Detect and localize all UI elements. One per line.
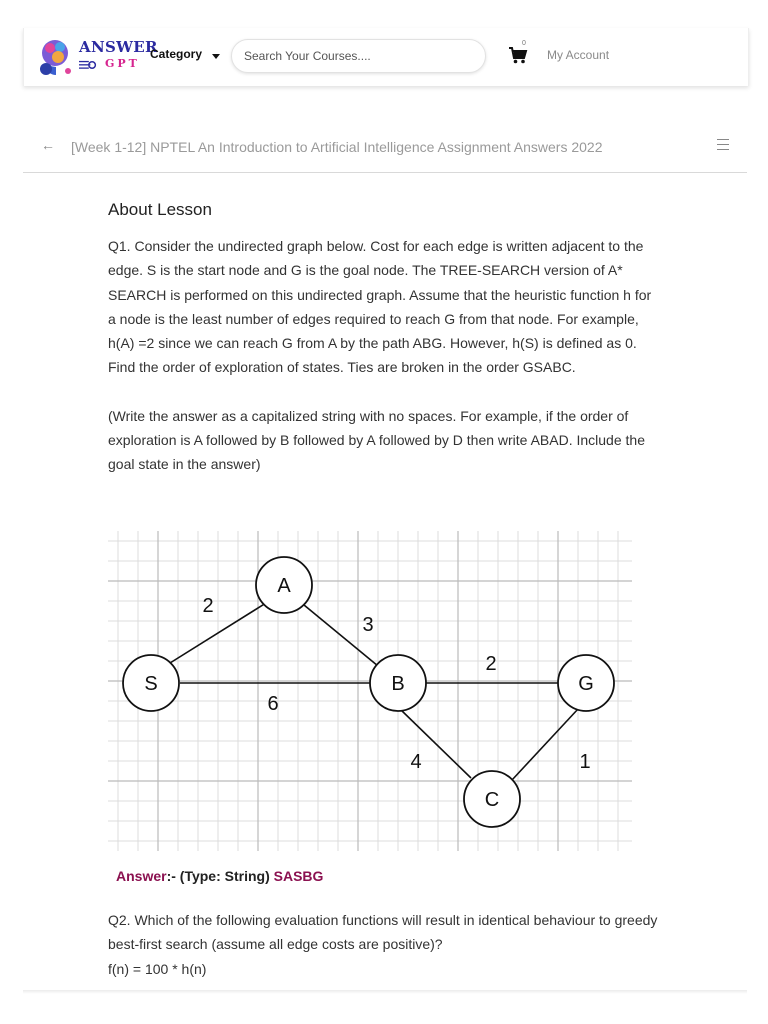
site-logo[interactable] [38, 35, 158, 79]
category-menu[interactable]: Category [150, 47, 203, 61]
node-g-label: G [578, 673, 594, 695]
node-s-label: S [144, 673, 158, 695]
footer-divider [23, 990, 747, 994]
lesson-content [108, 200, 656, 477]
answer-type: :- (Type: String) [166, 868, 274, 884]
edge-sa-cost: 2 [202, 595, 214, 617]
answer-line [116, 868, 323, 884]
node-b-label: B [391, 673, 405, 695]
question-1-text: Q1. Consider the undirected graph below. Cost for each edge is written adjacent to the edge. S is the start node and G is the goal node. The TREE-SEARCH version of A* SEARCH is performed on this undirected graph. Assume that the heuristic function h for a node is the least number of edges required to reach G from that node. For example, h(A) =2 since we can reach G from A by the path ABG. However, h(S) is defined as 0. Find the order of exploration of states. Ties are broken in the order GSABC. [108, 238, 652, 376]
logo-text-bottom-wrap [79, 57, 149, 73]
logo-text-gpt: GPT [105, 57, 140, 70]
hamburger-menu-icon[interactable] [717, 139, 729, 151]
edge-bc-cost: 4 [410, 751, 422, 773]
cart-count-badge: 0 [522, 40, 526, 47]
search-input[interactable] [231, 39, 486, 73]
about-lesson-heading: About Lesson [108, 200, 212, 219]
answer-value: SASBG [273, 868, 324, 884]
answer-label: Answer [116, 868, 167, 884]
logo-text-top: ANSWER [79, 38, 158, 56]
cart-icon[interactable] [508, 45, 528, 65]
logo-lines-icon [79, 60, 97, 70]
graph-diagram [108, 531, 632, 851]
edge-cg-cost: 1 [579, 751, 591, 773]
lesson-bar [23, 128, 747, 173]
logo-brain-icon [38, 35, 78, 79]
node-c-label: C [484, 789, 500, 811]
back-arrow-icon[interactable]: ← [41, 137, 55, 153]
question-2-option: f(n) = 100 * h(n) [108, 960, 207, 977]
question-1-instruction: (Write the answer as a capitalized string with no spaces. For example, if the order of exploration is A followed by B followed by A followed by D then write ABAD. Include the goal state in the answer) [108, 407, 645, 473]
edge-ab-cost: 3 [362, 614, 374, 636]
edge-sb-cost: 6 [267, 693, 279, 715]
question-2 [108, 908, 668, 981]
edge-bg-cost: 2 [485, 653, 497, 675]
lesson-title: [Week 1-12] NPTEL An Introduction to Artificial Intelligence Assignment Answers 2022 [71, 139, 603, 155]
question-2-text: Q2. Which of the following evaluation functions will result in identical behaviour to greedy best-first search (assume all edge costs are positive)? [108, 912, 658, 953]
edge-cg [512, 709, 578, 780]
chevron-down-icon[interactable] [212, 54, 220, 59]
site-header [23, 28, 749, 86]
my-account-link[interactable]: My Account [547, 48, 610, 62]
node-a-label: A [277, 575, 291, 597]
